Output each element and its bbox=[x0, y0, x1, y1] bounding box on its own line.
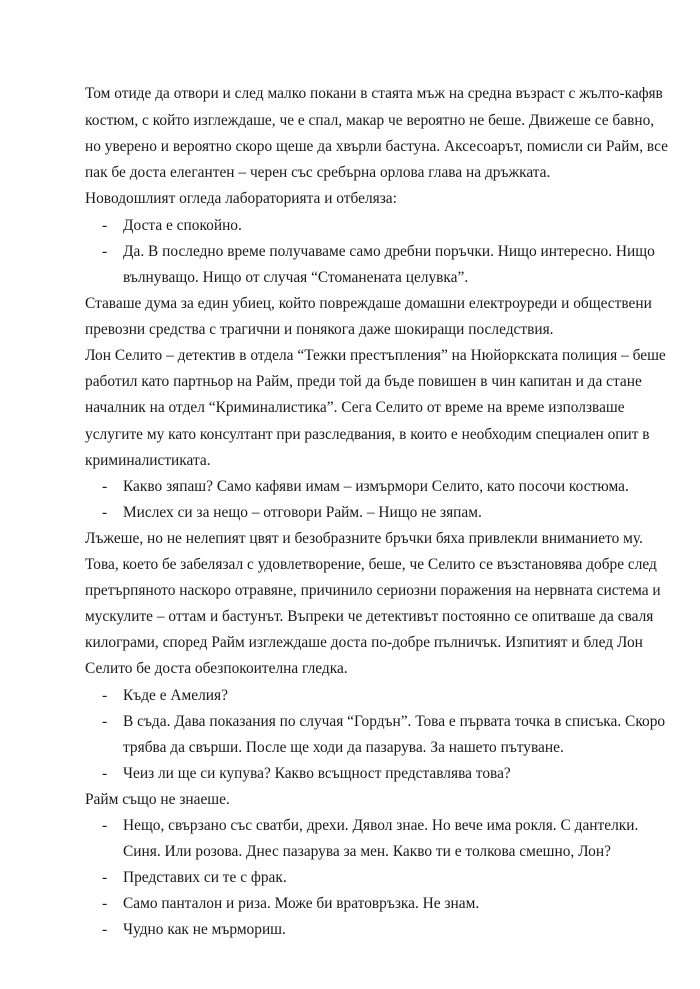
text-line: пак бе доста елегантен – черен със сребърна орлова глава на дръжката. bbox=[85, 164, 551, 181]
dialogue-dash: - bbox=[102, 243, 108, 260]
text-line: Райм също не знаеше. bbox=[85, 791, 230, 808]
dialogue-dash: - bbox=[102, 478, 108, 495]
text-line: Лъжеше, но не нелепият цвят и безобразните бръчки бяха привлекли вниманието му. bbox=[85, 530, 643, 547]
dialogue-dash: - bbox=[102, 713, 108, 730]
text-line: услугите му като консултант при разследвания, в които е необходим специален опит в bbox=[85, 426, 650, 443]
text-line: килограми, според Райм изглеждаше доста по-добре пълничък. Изпитият и блед Лон bbox=[85, 634, 643, 651]
text-line: костюм, с който изглеждаше, че е спал, макар че вероятно не беше. Движеше се бавно, bbox=[85, 112, 655, 129]
dialogue-line: Да. В последно време получаваме само дребни поръчки. Нищо интересно. Нищо bbox=[123, 243, 655, 260]
dialogue-line: вълнуващо. Нищо от случая “Стоманената целувка”. bbox=[123, 269, 469, 286]
dialogue-line: В съда. Дава показания по случая “Гордън”. Това е първата точка в списъка. Скоро bbox=[123, 713, 666, 730]
text-line: мускулите – оттам и бастунът. Въпреки че детективът постоянно се опитваше да сваля bbox=[85, 608, 654, 625]
text-line: но уверено и вероятно скоро щеше да хвърли бастуна. Аксесоарът, помисли си Райм, все bbox=[85, 138, 668, 155]
text-line: превозни средства с трагични и понякога даже шокиращи последствия. bbox=[85, 321, 554, 338]
dialogue-dash: - bbox=[102, 687, 108, 704]
dialogue-dash: - bbox=[102, 921, 108, 938]
text-line: работил като партньор на Райм, преди той да бъде повишен в чин капитан и да стане bbox=[85, 373, 642, 390]
dialogue-line: Чудно как не мърмориш. bbox=[123, 921, 286, 938]
dialogue-line: Синя. Или розова. Днес пазарува за мен. Какво ти е толкова смешно, Лон? bbox=[123, 843, 611, 860]
dialogue-dash: - bbox=[102, 765, 108, 782]
dialogue-line: Само панталон и риза. Може би вратовръзка. Не знам. bbox=[123, 895, 480, 912]
dialogue-dash: - bbox=[102, 504, 108, 521]
dialogue-line: Нещо, свързано със сватби, дрехи. Дявол знае. Но вече има рокля. С дантелки. bbox=[123, 817, 639, 834]
text-line: Ставаше дума за един убиец, който повреждаше домашни електроуреди и обществени bbox=[85, 295, 652, 312]
dialogue-dash: - bbox=[102, 217, 108, 234]
dialogue-line: трябва да свърши. После ще ходи да пазарува. За нашето пътуване. bbox=[123, 739, 564, 756]
dialogue-line: Какво зяпаш? Само кафяви имам – измърмори Селито, като посочи костюма. bbox=[123, 478, 629, 495]
text-line: Том отиде да отвори и след малко покани в стаята мъж на средна възраст с жълто-кафяв bbox=[85, 85, 663, 102]
text-line: началник на отдел “Криминалистика”. Сега Селито от време на време използваше bbox=[85, 399, 625, 416]
text-line: Новодошлият огледа лабораторията и отбеляза: bbox=[85, 190, 397, 207]
text-line: Лон Селито – детектив в отдела “Тежки престъпления” на Нюйоркската полиция – беше bbox=[85, 347, 666, 364]
dialogue-line: Чеиз ли ще си купува? Какво всъщност представлява това? bbox=[123, 765, 511, 782]
text-line: криминалистиката. bbox=[85, 452, 211, 469]
dialogue-line: Къде е Амелия? bbox=[123, 687, 228, 704]
text-line: претърпяното наскоро отравяне, причинило сериозни поражения на нервната система и bbox=[85, 582, 661, 599]
dialogue-dash: - bbox=[102, 869, 108, 886]
dialogue-dash: - bbox=[102, 817, 108, 834]
dialogue-dash: - bbox=[102, 895, 108, 912]
dialogue-line: Мислех си за нещо – отговори Райм. – Нищо не зяпам. bbox=[123, 504, 482, 521]
text-line: Селито бе доста обезпокоителна гледка. bbox=[85, 660, 348, 677]
text-line: Това, което бе забелязал с удовлетворение, беше, че Селито се възстановява добре след bbox=[85, 556, 657, 573]
dialogue-line: Представих си те с фрак. bbox=[123, 869, 287, 886]
dialogue-line: Доста е спокойно. bbox=[123, 217, 242, 234]
